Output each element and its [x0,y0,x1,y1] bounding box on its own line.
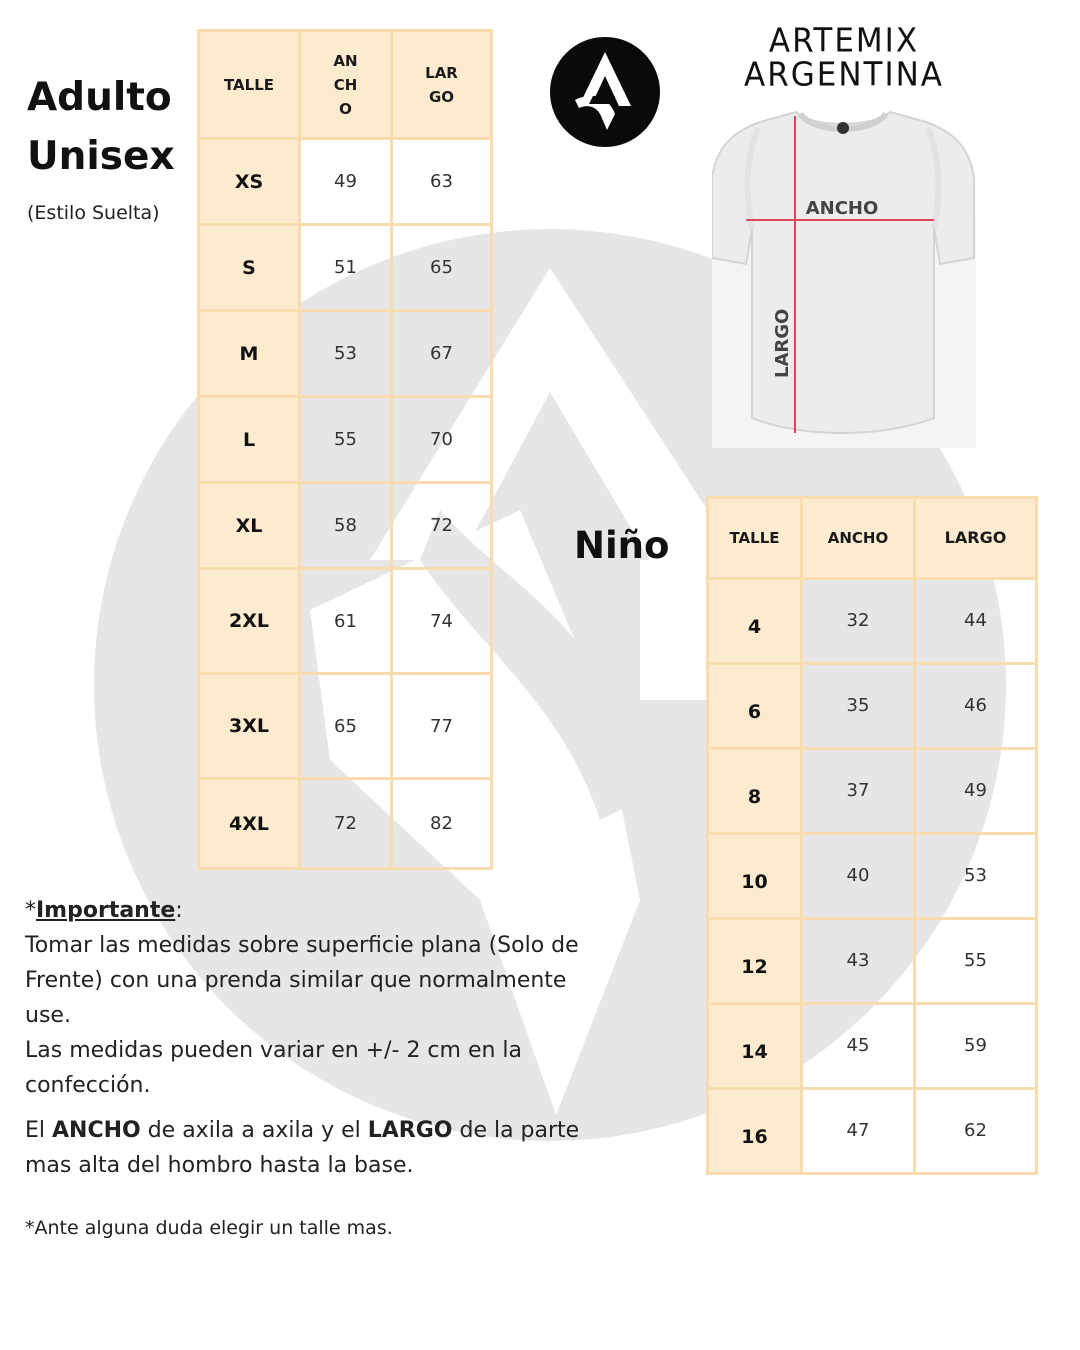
ancho-cell: 51 [300,225,392,311]
largo-cell: 67 [392,311,492,397]
note-p2-largo: LARGO [367,1118,453,1143]
important-label: Importante [36,898,176,923]
largo-label: LARGO [772,308,793,378]
table-row [708,919,1037,1004]
largo-cell: 74 [392,569,492,674]
largo-cell: 53 [915,834,1037,919]
size-cell: 4XL [199,779,300,869]
ancho-cell: 58 [300,483,392,569]
ancho-cell: 65 [300,674,392,779]
adult-subtitle: (Estilo Suelta) [27,202,160,224]
size-cell: S [199,225,300,311]
kids-size-table [706,496,1038,1175]
kids-title: Niño [574,524,670,567]
ancho-cell: 47 [802,1089,915,1174]
header-largo: LARGO [392,31,492,139]
size-cell: 14 [708,1004,802,1089]
ancho-cell: 72 [300,779,392,869]
measurement-notes [25,893,585,1246]
brand-line2: ARGENTINA [743,56,945,94]
largo-cell: 62 [915,1089,1037,1174]
adult-size-table [197,29,493,870]
size-cell: 2XL [199,569,300,674]
ancho-cell: 43 [802,919,915,1004]
size-cell: 4 [708,579,802,664]
note-line2: Las medidas pueden variar en +/- 2 cm en la confección. [25,1038,523,1098]
ancho-cell: 55 [300,397,392,483]
largo-cell: 82 [392,779,492,869]
table-row [199,225,492,311]
header-talle: TALLE [708,498,802,579]
important-heading [25,893,585,928]
size-cell: 10 [708,834,802,919]
table-row [708,1089,1037,1174]
largo-cell: 55 [915,919,1037,1004]
header-talle: TALLE [199,31,300,139]
size-cell: 12 [708,919,802,1004]
ancho-cell: 40 [802,834,915,919]
table-row [199,311,492,397]
table-header-row [708,498,1037,579]
brand-logo-icon [549,36,661,148]
table-row [199,674,492,779]
ancho-cell: 49 [300,139,392,225]
header-largo: LARGO [915,498,1037,579]
ancho-label: ANCHO [805,198,879,219]
largo-cell: 65 [392,225,492,311]
ancho-cell: 53 [300,311,392,397]
note-p2-ancho: ANCHO [52,1118,141,1143]
ancho-cell: 45 [802,1004,915,1089]
table-row [199,779,492,869]
largo-cell: 49 [915,749,1037,834]
ancho-cell: 61 [300,569,392,674]
size-cell: XL [199,483,300,569]
table-row [708,749,1037,834]
important-prefix: * [25,898,36,923]
table-row [708,1004,1037,1089]
adult-title-line2: Unisex [27,134,175,179]
size-cell: XS [199,139,300,225]
size-cell: M [199,311,300,397]
note-size-tip: *Ante alguna duda elegir un talle mas. [25,1217,393,1239]
largo-cell: 59 [915,1004,1037,1089]
ancho-cell: 35 [802,664,915,749]
size-cell: 6 [708,664,802,749]
note-p2-c: de axila a axila y el [140,1118,368,1143]
size-cell: 8 [708,749,802,834]
ancho-cell: 32 [802,579,915,664]
table-row [199,397,492,483]
table-row [708,664,1037,749]
largo-cell: 72 [392,483,492,569]
largo-cell: 70 [392,397,492,483]
largo-cell: 63 [392,139,492,225]
size-cell: L [199,397,300,483]
adult-title [27,68,175,186]
brand-name [714,24,974,92]
brand-line1: ARTEMIX [768,22,920,60]
table-row [708,834,1037,919]
tshirt-measurement-illustration [712,108,976,448]
note-line1: Tomar las medidas sobre superficie plana (Solo de Frente) con una prenda similar que normalmente use. [25,933,579,1028]
largo-cell: 46 [915,664,1037,749]
largo-cell: 44 [915,579,1037,664]
table-header-row [199,31,492,139]
note-p2-a: El [25,1118,53,1143]
note-measure-explanation [25,1113,585,1183]
table-row [199,483,492,569]
table-row [708,579,1037,664]
table-row [199,569,492,674]
important-suffix: : [175,898,183,923]
header-ancho: ANCHO [300,31,392,139]
table-row [199,139,492,225]
header-ancho: ANCHO [802,498,915,579]
ancho-cell: 37 [802,749,915,834]
size-cell: 16 [708,1089,802,1174]
note-p2-e: de la parte mas alta del hombro hasta la base. [25,1118,580,1178]
largo-cell: 77 [392,674,492,779]
size-cell: 3XL [199,674,300,779]
adult-title-line1: Adulto [27,75,172,120]
